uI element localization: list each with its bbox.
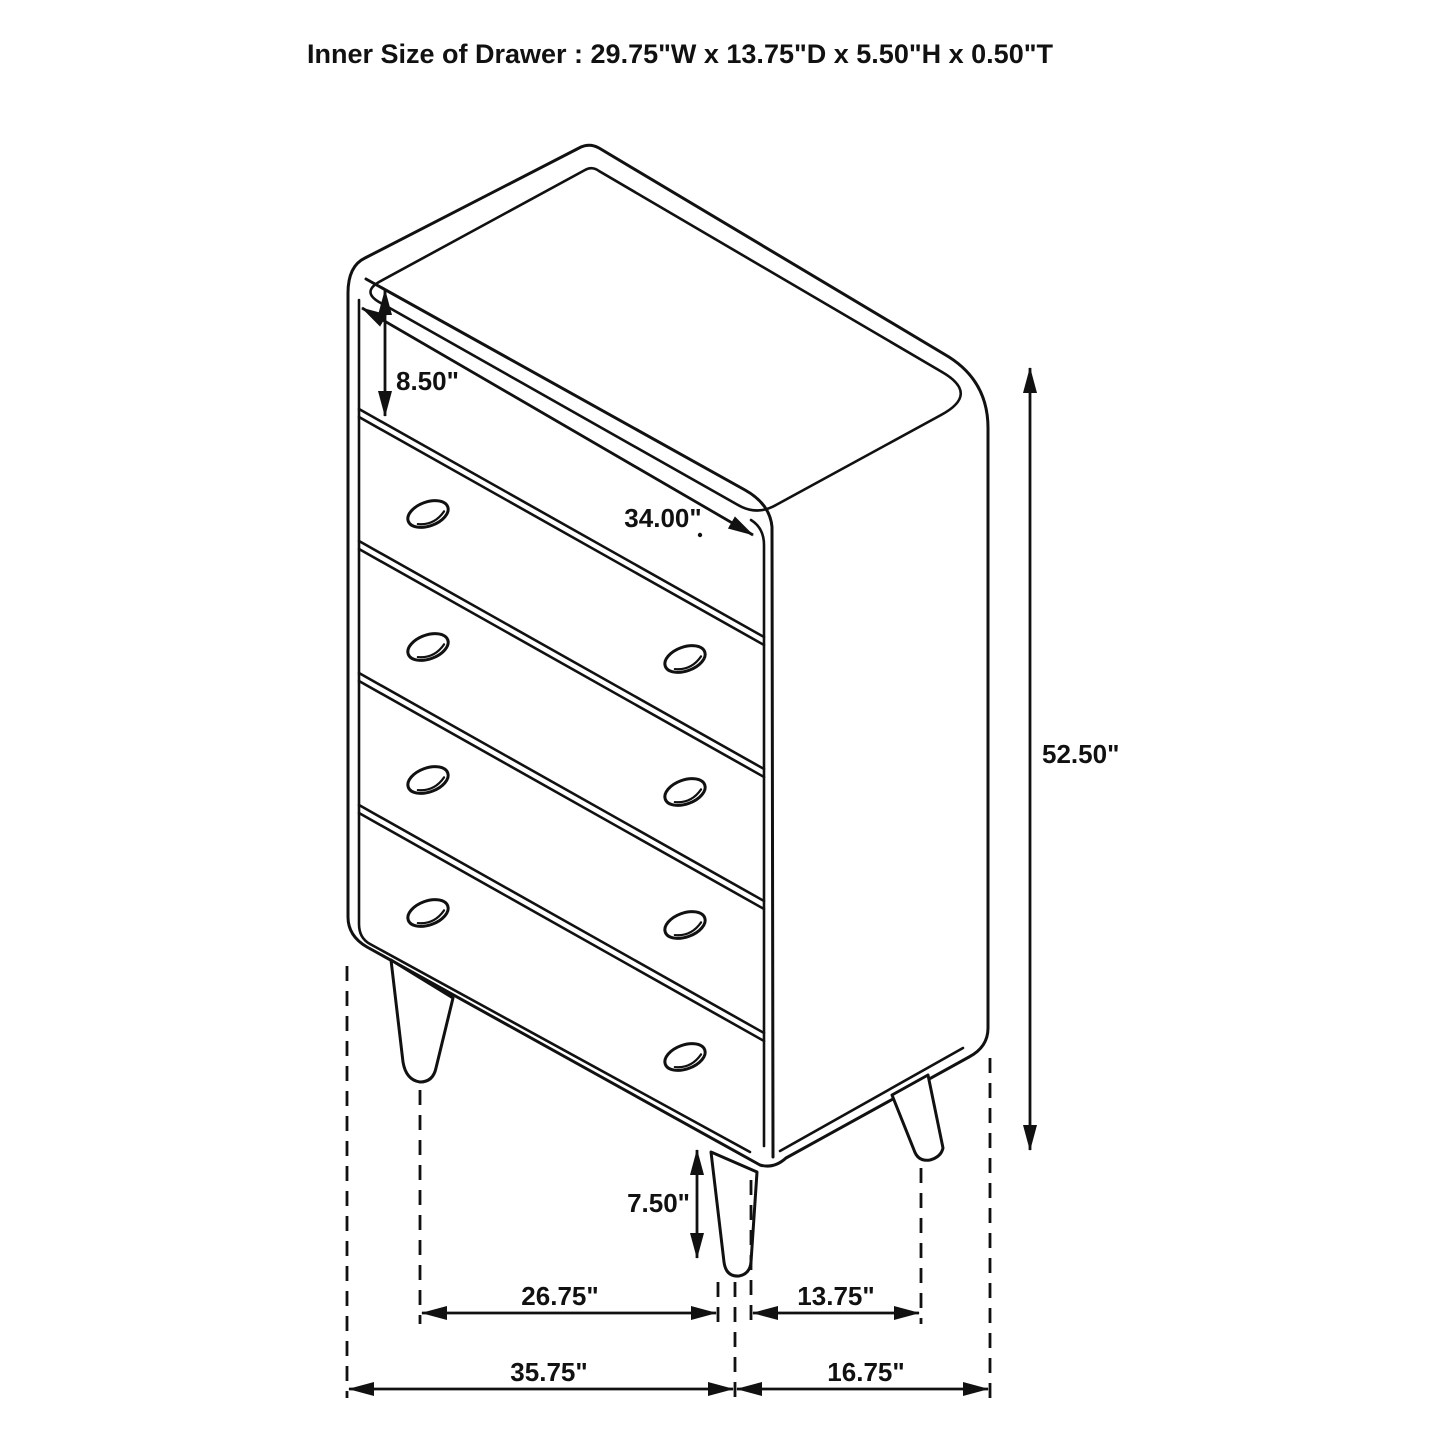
label-overall-height: 52.50" [1042,739,1120,769]
label-top-front-width: 34.00" [624,503,702,533]
label-leg-height: 7.50" [627,1188,690,1218]
page-title: Inner Size of Drawer : 29.75"W x 13.75"D x 5.50"H x 0.50"T [306,39,1054,69]
stray-ink-dot [698,533,702,537]
label-depth-leg-spacing: 13.75" [797,1281,875,1311]
chest-drawing [348,145,988,1276]
label-overall-depth: 16.75" [827,1357,905,1387]
label-front-leg-spacing: 26.75" [521,1281,599,1311]
label-overall-width: 35.75" [510,1357,588,1387]
label-top-drawer-height: 8.50" [396,366,459,396]
